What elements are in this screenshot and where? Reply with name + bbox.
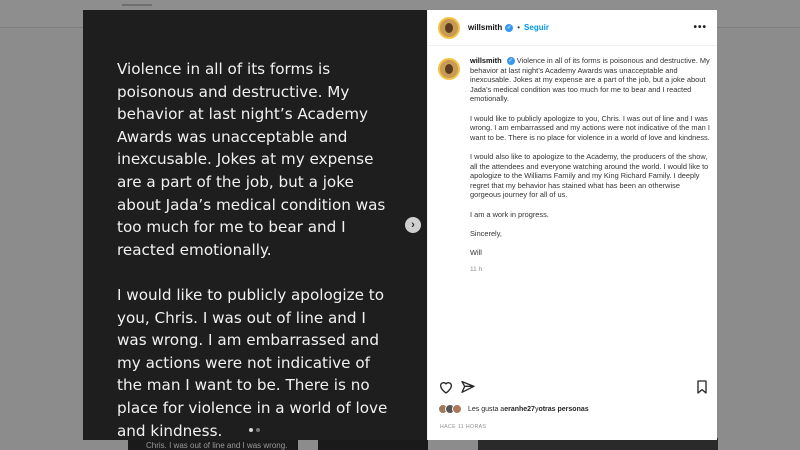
media-text — [117, 58, 399, 450]
post-timestamp[interactable]: HACE 11 HORAS — [440, 424, 487, 430]
caption-paragraph: Will — [470, 247, 482, 257]
avatar[interactable] — [438, 17, 460, 39]
carousel-dots — [249, 428, 260, 432]
heart-icon[interactable] — [438, 379, 454, 395]
likes-user-link[interactable]: eranhe27 — [504, 405, 535, 413]
caption-time: 11 h — [470, 266, 483, 274]
media-paragraph: I would like to publicly apologize to you, Chris. I was out of line and I was wrong. I am embarrassed and my actions were not indicative of the man I want to be. There is no place for violence in a world of love and kindness. — [117, 285, 388, 440]
caption-paragraph: I would also like to apologize to the Academy, the producers of the show, all the attendees and everyone watching around the world. I would like to apologize to the Williams Family and my King Richard Family. I deeply regret that my behavior has stained what has been an otherwise gorgeous journey for all of us. — [470, 151, 709, 200]
bookmark-icon[interactable] — [694, 379, 710, 395]
carousel-dot-active — [249, 428, 253, 432]
verified-badge-icon: ✓ — [508, 58, 514, 65]
avatar[interactable] — [438, 58, 460, 80]
caption-paragraph: I am a work in progress. — [470, 209, 549, 219]
share-icon[interactable] — [460, 379, 476, 395]
caption-body — [470, 56, 710, 275]
caption-username[interactable]: willsmith — [470, 56, 502, 65]
post-modal — [83, 10, 717, 440]
follow-button[interactable]: Seguir — [524, 23, 549, 32]
post-username[interactable]: willsmith — [468, 23, 503, 32]
liker-avatar[interactable] — [452, 404, 462, 414]
post-header — [428, 10, 717, 46]
likes-summary — [438, 404, 589, 414]
likes-others-link[interactable]: otras personas — [538, 405, 589, 413]
likes-prefix: Les gusta a — [468, 405, 505, 413]
carousel-dot — [256, 428, 260, 432]
likes-middle: y — [534, 405, 539, 413]
post-actions — [438, 379, 710, 395]
caption-paragraph: Sincerely, — [470, 228, 502, 238]
caption-paragraph: I would like to publicly apologize to you, Chris. I was out of line and I was wrong. I am embarrassed and my actions were not indicative of the man I want to be. There is no place for violence in a world of love and kindness. — [470, 113, 710, 142]
caption-text: Violence in all of its forms is poisonous and destructive. My behavior at last night’s Academy Awards was unacceptable and inexcusable. Jokes at my expense are a part of the job, but a joke about Jada’s medical condition was too much for me to bear and I reacted emotionally. — [470, 56, 710, 104]
liker-avatars — [438, 404, 462, 414]
post-media[interactable] — [83, 10, 427, 440]
media-paragraph: Violence in all of its forms is poisonous and destructive. My behavior at last night’s Academy Awards was unacceptable and inexcusable. Jokes at my expense are a part of the job, but a joke about Jada’s medical condition was too much for me to bear and I reacted emotionally. — [117, 60, 386, 259]
background-tile-text: Chris. I was out of line and I was wrong. — [146, 441, 288, 450]
caption — [438, 56, 710, 275]
more-options-icon[interactable]: ••• — [693, 22, 707, 33]
next-slide-button[interactable]: › — [405, 217, 421, 233]
post-side-panel — [427, 10, 717, 440]
verified-badge-icon: ✓ — [506, 24, 512, 31]
caption-paragraph — [470, 56, 710, 104]
separator-dot: • — [517, 23, 521, 32]
